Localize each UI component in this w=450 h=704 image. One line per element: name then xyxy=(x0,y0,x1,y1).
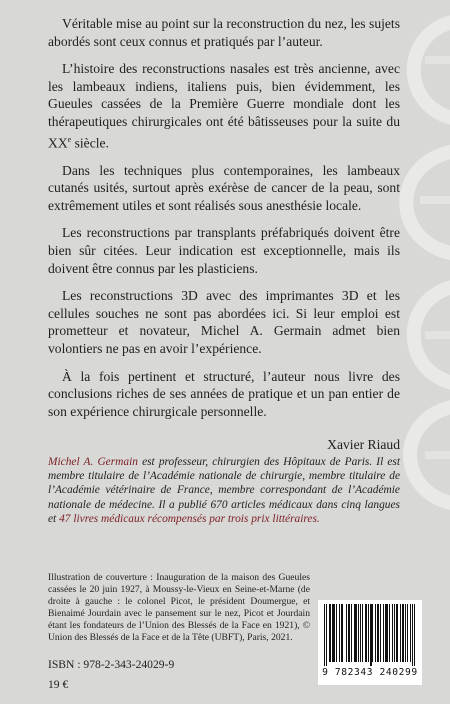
barcode-bar xyxy=(414,604,415,666)
barcode-bar xyxy=(396,604,397,662)
author-biography xyxy=(48,455,400,526)
barcode-bar xyxy=(330,604,331,662)
barcode-bar xyxy=(358,604,359,662)
barcode-bar xyxy=(371,604,372,666)
barcode-bar xyxy=(375,604,376,662)
barcode-bar xyxy=(386,604,387,662)
barcode-bar xyxy=(368,604,369,662)
isbn-number: ISBN : 978-2-343-24029-9 xyxy=(48,658,175,671)
barcode-bar xyxy=(403,604,404,662)
barcode-bar xyxy=(362,604,363,662)
barcode-bar xyxy=(372,604,373,662)
barcode-bar xyxy=(365,604,366,662)
summary-paragraph-4: Les reconstructions par transplants préfabriqués doivent être bien sûr citées. Leur indication est exceptionnelle, mais ils doivent être connus par les plasticiens. xyxy=(48,225,400,276)
barcode-bar xyxy=(394,604,395,662)
barcode-bar xyxy=(397,604,398,662)
barcode xyxy=(318,600,422,685)
barcode-bar xyxy=(339,604,340,662)
barcode-bar xyxy=(351,604,352,662)
barcode-bar xyxy=(377,604,378,662)
barcode-bar xyxy=(326,604,327,666)
barcode-bar xyxy=(336,604,337,662)
barcode-bar xyxy=(392,604,393,662)
summary-paragraph-5: Les reconstructions 3D avec des imprimantes 3D et les cellules souches ne sont pas abordées ici. Si leur emploi est prometteur et novateur, Michel A. Germain admet bien volontiers ne pas en avoir l’expérience. xyxy=(48,288,400,357)
author-bio-books: 47 livres médicaux récompensés par trois prix littéraires. xyxy=(59,512,320,525)
barcode-bar xyxy=(378,604,379,662)
barcode-bar xyxy=(333,604,334,662)
barcode-bar xyxy=(410,604,411,662)
barcode-bar xyxy=(407,604,408,662)
back-cover-summary xyxy=(48,15,400,454)
summary-paragraph-1: Véritable mise au point sur la reconstruction du nez, les sujets abordés sont ceux connus et pratiqués par l’auteur. xyxy=(48,16,400,49)
barcode-bar xyxy=(387,604,388,662)
barcode-bar xyxy=(324,604,325,666)
barcode-bar xyxy=(383,604,384,662)
barcode-bar xyxy=(400,604,401,662)
summary-signature: Xavier Riaud xyxy=(327,437,400,453)
barcode-bar xyxy=(366,604,367,662)
barcode-bar xyxy=(329,604,330,662)
barcode-bar xyxy=(370,604,371,666)
cover-illustration-credits: Illustration de couverture : Inauguration de la maison des Gueules cassées le 20 juin 1927, à Moussy-le-Vieux en Seine-et-Marne (de droite à gauche : le colonel Picot, le président Doumergue, et Bienaimé Jourdain avec le pansement sur le nez, Picot et Jourdain étant les fondateurs de l’Union des Blessés de la Face en 1921), © Union des Blessés de la Face et de la Tête (UBFT), Paris, 2021. xyxy=(48,572,310,644)
barcode-bar xyxy=(342,604,343,662)
barcode-bar xyxy=(348,604,349,662)
barcode-bars xyxy=(324,604,416,666)
summary-paragraph-3: Dans les techniques plus contemporaines, les lambeaux cutanés usités, surtout après exérèse de cancer de la peau, sont extrêmement utiles et sont réalisés sous anesthésie locale. xyxy=(48,162,400,213)
barcode-bar xyxy=(349,604,350,662)
barcode-bar xyxy=(380,604,381,662)
barcode-bar xyxy=(355,604,356,662)
author-name: Michel A. Germain xyxy=(48,456,138,468)
summary-paragraph-6: À la fois pertinent et structuré, l’auteur nous livre des conclusions riches de ses années de pratique et un pan entier de son expérience chirurgicale personnelle. xyxy=(48,368,400,419)
barcode-bar xyxy=(405,604,406,662)
barcode-bar xyxy=(385,604,386,662)
barcode-bar xyxy=(402,604,403,662)
book-price: 19 € xyxy=(48,678,69,691)
barcode-bar xyxy=(332,604,333,662)
barcode-bar xyxy=(360,604,361,662)
barcode-bar xyxy=(354,604,355,662)
barcode-bar xyxy=(412,604,413,666)
barcode-bar xyxy=(346,604,347,662)
barcode-bar xyxy=(389,604,390,662)
summary-paragraph-2: L’histoire des reconstructions nasales est très ancienne, avec les lambeaux indiens, italiens puis, bien évidemment, les Gueules cassées de la Première Guerre mondiale dont les thérapeutiques chirurgicales ont été bâtisseuses pour la suite du XXe siècle. xyxy=(48,61,400,151)
author-bio-text: est professeur, chirurgien des Hôpitaux de Paris. Il est membre titulaire de l’Académie nationale de chirurgie, membre titulaire de l’Académie vétérinaire de France, membre correspondant de l’Académie nationale de médecine. Il a publié 670 articles médicaux dans cinq langues et xyxy=(48,456,401,525)
barcode-bar xyxy=(334,604,335,662)
barcode-digits: 9 782343 240299 xyxy=(322,667,418,678)
barcode-bar xyxy=(356,604,357,662)
barcode-bar xyxy=(341,604,342,662)
